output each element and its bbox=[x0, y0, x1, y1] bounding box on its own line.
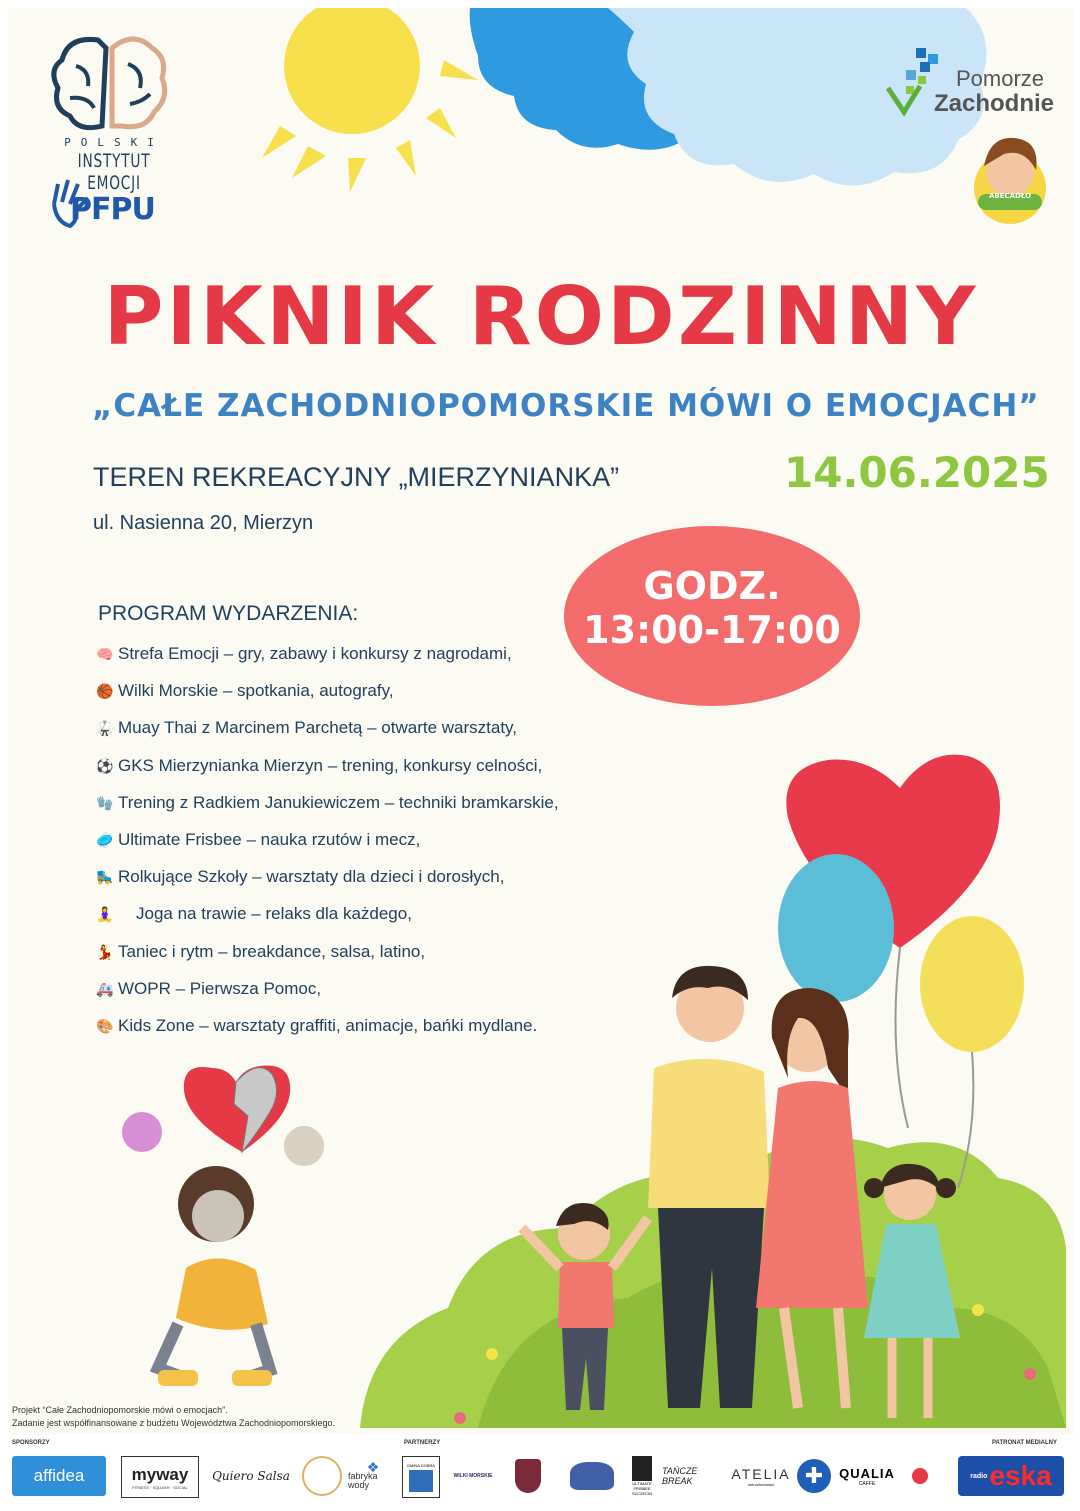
eagle-logo bbox=[566, 1456, 618, 1496]
pomorze-logo-line1: Pomorze bbox=[956, 66, 1045, 91]
water-drop-icon: ❖ bbox=[366, 1458, 380, 1475]
program-item-text: Taniec i rytm – breakdance, salsa, latino, bbox=[118, 941, 426, 961]
time-label: GODZ. bbox=[643, 564, 781, 608]
credit-line1: Projekt “Całe Zachodniopomorskie mówi o emocjach”. bbox=[12, 1405, 228, 1415]
ultimate-frisbee-logo-text: ULTIMATE FRISBEE SZCZECIN bbox=[632, 1481, 652, 1496]
round-badge-logo bbox=[302, 1456, 342, 1496]
brain-icon: 🧠 bbox=[96, 646, 114, 662]
dancer-icon: 💃 bbox=[96, 943, 114, 960]
program-item-text: Joga na trawie – relaks dla każdego, bbox=[136, 904, 412, 924]
martial-arts-icon: 🥋 bbox=[96, 720, 114, 737]
qualia-logo-text: QUALIA bbox=[839, 1465, 895, 1481]
program-heading: PROGRAM WYDARZENIA: bbox=[98, 602, 359, 625]
quiero-salsa-logo-text: Quiero Salsa bbox=[212, 1469, 290, 1483]
program-item-text: Muay Thai z Marcinem Parchetą – otwarte warsztaty, bbox=[118, 718, 518, 738]
palette-icon: 🎨 bbox=[96, 1017, 114, 1034]
media-label: PATRONAT MEDIALNY bbox=[992, 1440, 1057, 1446]
tancze-break-logo-text: TAŃCZE BREAK bbox=[662, 1466, 698, 1486]
pomorze-logo-line2: Zachodnie bbox=[934, 90, 1055, 117]
event-title: PIKNIK RODZINNY bbox=[103, 270, 979, 363]
program-item bbox=[96, 791, 656, 828]
culture-dept-icon bbox=[912, 1468, 928, 1484]
basketball-icon: 🏀 bbox=[96, 683, 114, 700]
event-address: ul. Nasienna 20, Mierzyn bbox=[93, 512, 314, 534]
abecadlo-logo-icon bbox=[974, 138, 1046, 224]
soccer-ball-icon: ⚽ bbox=[96, 757, 114, 774]
myway-logo-text: myway bbox=[131, 1464, 189, 1484]
roller-skate-icon: 🛼 bbox=[96, 869, 114, 886]
credit-line2: Zadanie jest współfinansowane z budżetu Województwa Zachodniopomorskiego. bbox=[12, 1418, 336, 1428]
sun-icon bbox=[262, 8, 478, 192]
partners-label: PARTNERZY bbox=[404, 1440, 441, 1446]
event-subtitle: „CAŁE ZACHODNIOPOMORSKIE MÓWI O EMOCJACH” bbox=[92, 388, 1040, 424]
cloud-icon bbox=[470, 8, 987, 186]
fabryka-wody-logo bbox=[348, 1456, 398, 1496]
wilki-morskie-logo-text: WILKI MORSKIE bbox=[453, 1473, 493, 1479]
wilki-morskie-logo bbox=[448, 1456, 498, 1496]
glove-icon: 🧤 bbox=[96, 794, 114, 811]
program-item-text: Wilki Morskie – spotkania, autografy, bbox=[118, 681, 394, 701]
program-item bbox=[96, 828, 656, 865]
fabryka-wody-logo-text: fabryka wody bbox=[348, 1470, 378, 1490]
pfpu-logo: PFPU bbox=[70, 192, 155, 227]
yoga-icon: 🧘‍♀️ bbox=[96, 906, 114, 923]
culture-dept-logo bbox=[900, 1456, 940, 1496]
program-item bbox=[96, 754, 656, 791]
event-venue: TEREN REKREACYJNY „MIERZYNIANKA” bbox=[93, 462, 620, 492]
eska-logo-pre: radio bbox=[970, 1472, 988, 1480]
cross-icon: ✚ bbox=[797, 1459, 831, 1493]
program-item-text: Strefa Emocji – gry, zabawy i konkursy z nagrodami, bbox=[118, 644, 512, 663]
time-range: 13:00-17:00 bbox=[583, 608, 841, 652]
gmina-dobra-logo-text: GMINA DOBRA bbox=[406, 1462, 436, 1468]
pie-logo-line2: INSTYTUT EMOCJI bbox=[77, 150, 151, 194]
program-item-text: WOPR – Pierwsza Pomoc, bbox=[118, 978, 322, 998]
program-item bbox=[96, 1014, 656, 1051]
poster bbox=[8, 8, 1074, 1508]
eska-logo bbox=[958, 1456, 1064, 1496]
frisbee-logo-icon bbox=[632, 1456, 652, 1481]
ambulance-icon: 🚑 bbox=[96, 980, 114, 997]
program-list bbox=[96, 642, 656, 1051]
round-badge-icon bbox=[302, 1456, 342, 1496]
program-item bbox=[96, 716, 656, 753]
program-item bbox=[96, 865, 656, 902]
program-item-text: Trening z Radkiem Janukiewiczem – techniki bramkarskie, bbox=[118, 792, 559, 812]
myway-logo bbox=[121, 1456, 199, 1498]
affidea-logo bbox=[12, 1456, 106, 1496]
tancze-break-logo bbox=[662, 1456, 722, 1496]
gmina-dobra-logo bbox=[402, 1456, 440, 1498]
event-date: 14.06.2025 bbox=[784, 448, 1050, 497]
frisbee-icon: 🥏 bbox=[96, 831, 114, 848]
program-item bbox=[96, 940, 656, 977]
qualia-logo bbox=[834, 1456, 900, 1496]
pie-logo-line1: POLSKI bbox=[64, 136, 164, 149]
eagle-icon bbox=[570, 1462, 614, 1490]
ultimate-frisbee-logo bbox=[628, 1456, 656, 1496]
program-item bbox=[96, 642, 656, 679]
sponsors-label: SPONSORZY bbox=[12, 1440, 50, 1446]
program-item-text: GKS Mierzynianka Mierzyn – trening, konkursy celności, bbox=[118, 755, 543, 775]
program-item-text: Ultimate Frisbee – nauka rzutów i mecz, bbox=[118, 829, 421, 849]
program-item bbox=[96, 679, 656, 716]
program-item-text: Kids Zone – warsztaty graffiti, animacje, bańki mydlane. bbox=[118, 1015, 538, 1035]
atelia-logo bbox=[728, 1456, 794, 1496]
program-item-text: Rolkujące Szkoły – warsztaty dla dzieci i dorosłych, bbox=[118, 867, 505, 887]
brain-logo-icon bbox=[54, 39, 165, 128]
program-item bbox=[96, 902, 656, 939]
myway-logo-sub: FITNESS · SQUASH · SOCIAL bbox=[132, 1484, 188, 1490]
affidea-logo-text: affidea bbox=[33, 1466, 85, 1485]
project-credit bbox=[12, 1404, 412, 1430]
eska-logo-text: eska bbox=[989, 1460, 1052, 1491]
wopr-logo bbox=[794, 1456, 834, 1496]
atelia-logo-text: ATELIA bbox=[731, 1465, 791, 1482]
abecadlo-logo: ABECADŁO bbox=[988, 192, 1032, 200]
atelia-logo-sub: nieruchomości bbox=[748, 1481, 774, 1487]
qualia-logo-sub: CAFFE bbox=[858, 1480, 876, 1487]
club-crest-logo bbox=[508, 1456, 548, 1496]
crest-icon bbox=[515, 1459, 541, 1493]
program-item bbox=[96, 977, 656, 1014]
sad-child-illustration-icon bbox=[122, 1066, 324, 1386]
crest-icon bbox=[409, 1470, 433, 1492]
time-block bbox=[564, 564, 860, 652]
quiero-salsa-logo bbox=[206, 1456, 296, 1496]
